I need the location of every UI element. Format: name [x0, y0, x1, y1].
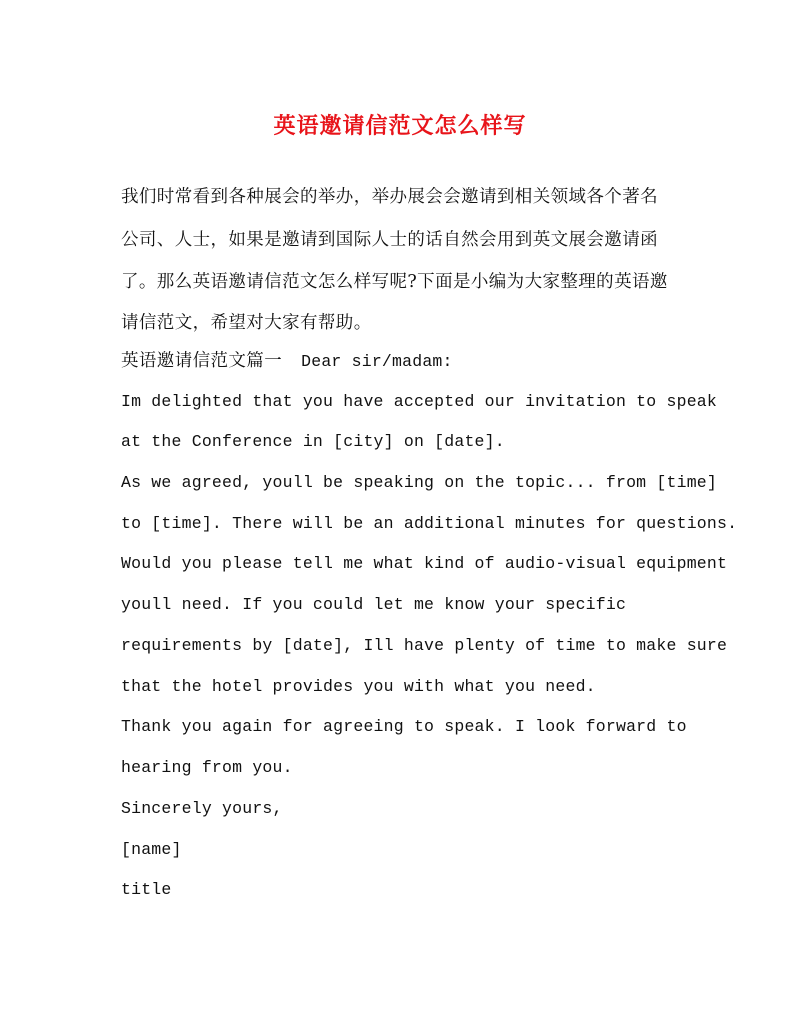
body-line-10: hearing from you.: [121, 758, 293, 777]
body-line-5: Would you please tell me what kind of audio-visual equipment: [121, 554, 728, 573]
section-heading: 英语邀请信范文篇一: [121, 351, 283, 371]
intro-line-1: 我们时常看到各种展会的举办，举办展会会邀请到相关领域各个著名: [121, 187, 658, 207]
intro-line-2: 公司、人士，如果是邀请到国际人士的话自然会用到英文展会邀请函: [121, 230, 658, 250]
body-line-7: requirements by [date], Ill have plenty of time to make sure: [121, 636, 728, 655]
body-line-1: Im delighted that you have accepted our invitation to speak: [121, 392, 717, 411]
body-line-2: at the Conference in [city] on [date].: [121, 432, 505, 451]
signature-title: title: [121, 880, 172, 899]
body-line-9: Thank you again for agreeing to speak. I look forward to: [121, 717, 687, 736]
document-title: 英语邀请信范文怎么样写: [273, 113, 527, 139]
body-line-8: that the hotel provides you with what you need.: [121, 677, 596, 696]
body-line-6: youll need. If you could let me know your specific: [121, 595, 627, 614]
section-heading-line: [121, 349, 453, 374]
body-line-3: As we agreed, youll be speaking on the topic... from [time]: [121, 473, 717, 492]
signature-name: [name]: [121, 840, 182, 859]
salutation: Dear sir/madam:: [301, 352, 453, 371]
intro-line-3: 了。那么英语邀请信范文怎么样写呢?下面是小编为大家整理的英语邀: [121, 272, 668, 292]
intro-line-4: 请信范文，希望对大家有帮助。: [121, 313, 372, 333]
closing-line: Sincerely yours,: [121, 799, 283, 818]
body-line-4: to [time]. There will be an additional minutes for questions.: [121, 514, 738, 533]
